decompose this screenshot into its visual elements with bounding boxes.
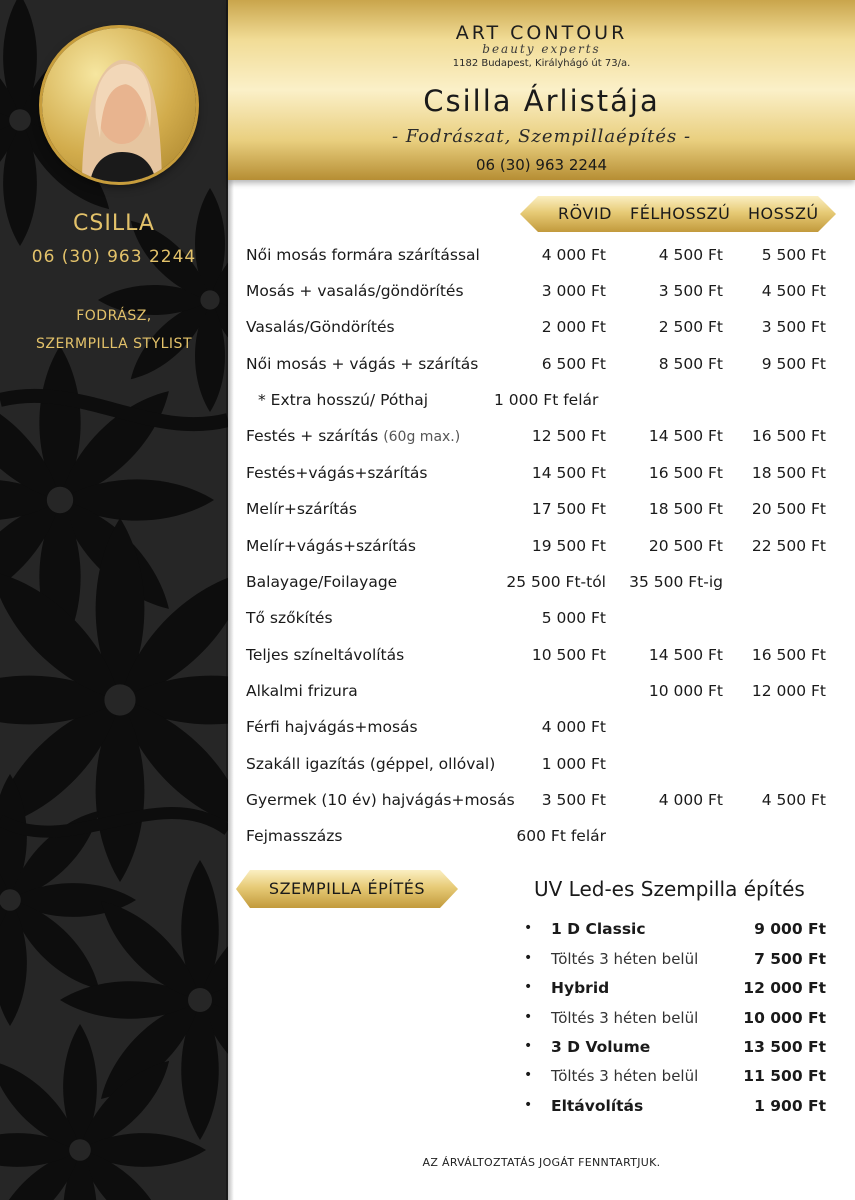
- bullet-icon: •: [524, 1097, 533, 1113]
- price-long: 22 500 Ft: [751, 537, 826, 555]
- service-name: Női mosás + vágás + szárítás: [246, 355, 479, 373]
- service-name: Teljes színeltávolítás: [246, 646, 405, 664]
- table-row: [0, 355, 855, 379]
- price-long: 5 500 Ft: [761, 246, 826, 264]
- table-row: [0, 718, 855, 742]
- brand-logo-text: ART CONTOUR: [455, 22, 628, 44]
- column-header-ribbon: [520, 196, 836, 232]
- lash-item-price: 9 000 Ft: [754, 920, 826, 938]
- lash-item-price: 1 900 Ft: [754, 1097, 826, 1115]
- service-name: Tő szőkítés: [246, 609, 333, 627]
- column-header-long: HOSSZÚ: [748, 204, 819, 223]
- price-medium: 14 500 Ft: [648, 427, 723, 445]
- header-banner: [228, 0, 855, 180]
- price-short: 12 500 Ft: [531, 427, 606, 445]
- price-medium: 8 500 Ft: [658, 355, 723, 373]
- lash-item-name: 3 D Volume: [551, 1038, 651, 1056]
- price-short: 19 500 Ft: [531, 537, 606, 555]
- column-header-medium: FÉLHOSSZÚ: [630, 204, 731, 223]
- list-item: [0, 1038, 855, 1060]
- list-item: [0, 950, 855, 972]
- footer-disclaimer: AZ ÁRVÁLTOZTATÁS JOGÁT FENNTARTJUK.: [422, 1156, 661, 1169]
- price-long: 16 500 Ft: [751, 427, 826, 445]
- price-medium: 4 500 Ft: [658, 246, 723, 264]
- table-row: [0, 282, 855, 306]
- list-item: [0, 1067, 855, 1089]
- price-medium: 35 500 Ft-ig: [629, 573, 723, 591]
- table-row: [0, 427, 855, 451]
- stylist-name: CSILLA: [73, 211, 155, 236]
- table-row: [0, 500, 855, 524]
- list-item: [0, 1097, 855, 1119]
- service-name: Festés + szárítás: [246, 427, 379, 445]
- stylist-phone[interactable]: 06 (30) 963 2244: [31, 247, 197, 267]
- price-long: 20 500 Ft: [751, 500, 826, 518]
- lash-item-name: 1 D Classic: [551, 920, 646, 938]
- price-short: 4 000 Ft: [541, 718, 606, 736]
- bullet-icon: •: [524, 950, 533, 966]
- table-row: [0, 682, 855, 706]
- price-short: 2 000 Ft: [541, 318, 606, 336]
- stylist-role-line2: SZERMPILLA STYLIST: [35, 336, 192, 352]
- price-medium: 16 500 Ft: [648, 464, 723, 482]
- price-medium: 3 500 Ft: [658, 282, 723, 300]
- lash-item-name: Töltés 3 héten belül: [551, 950, 699, 968]
- price-medium: 2 500 Ft: [658, 318, 723, 336]
- brand-tagline: beauty experts: [482, 42, 601, 56]
- table-row: [0, 646, 855, 670]
- price-short: 3 500 Ft: [541, 791, 606, 809]
- lash-item-name: Töltés 3 héten belül: [551, 1067, 699, 1085]
- service-name: Szakáll igazítás (géppel, ollóval): [246, 755, 496, 773]
- avatar: [42, 28, 196, 182]
- table-row: [0, 791, 855, 815]
- table-row: [0, 609, 855, 633]
- table-row-extra: [0, 391, 855, 415]
- header-phone[interactable]: 06 (30) 963 2244: [476, 156, 607, 174]
- price-medium: 4 000 Ft: [658, 791, 723, 809]
- price-long: 9 500 Ft: [761, 355, 826, 373]
- price-medium: 10 000 Ft: [648, 682, 723, 700]
- page-subtitle: - Fodrászat, Szempillaépítés -: [391, 126, 692, 147]
- price-short: 10 500 Ft: [531, 646, 606, 664]
- service-name: Női mosás formára szárítással: [246, 246, 480, 264]
- price-medium: 14 500 Ft: [648, 646, 723, 664]
- service-note: (60g max.): [383, 429, 461, 445]
- table-row: [0, 246, 855, 270]
- service-name: Alkalmi frizura: [246, 682, 358, 700]
- stylist-role-line1: FODRÁSZ,: [76, 308, 152, 324]
- service-name: Festés+vágás+szárítás: [246, 464, 428, 482]
- table-row: [0, 573, 855, 597]
- lash-item-price: 13 500 Ft: [743, 1038, 826, 1056]
- price-short: 5 000 Ft: [541, 609, 606, 627]
- price-short: 600 Ft felár: [516, 827, 606, 845]
- lash-item-name: Töltés 3 héten belül: [551, 1009, 699, 1027]
- price-short: 25 500 Ft-tól: [506, 573, 606, 591]
- price-short: 17 500 Ft: [531, 500, 606, 518]
- service-name: Balayage/Foilayage: [246, 573, 398, 591]
- price-long: 3 500 Ft: [761, 318, 826, 336]
- service-name: Melír+vágás+szárítás: [246, 537, 416, 555]
- column-header-short: RÖVID: [558, 204, 612, 223]
- list-item: [0, 1009, 855, 1031]
- table-row: [0, 537, 855, 561]
- table-row: [0, 464, 855, 488]
- table-row: [0, 827, 855, 851]
- service-name: Melír+szárítás: [246, 500, 357, 518]
- bullet-icon: •: [524, 979, 533, 995]
- price-short: 14 500 Ft: [531, 464, 606, 482]
- price-long: 4 500 Ft: [761, 791, 826, 809]
- price-short: 6 500 Ft: [541, 355, 606, 373]
- price-long: 4 500 Ft: [761, 282, 826, 300]
- price-long: 18 500 Ft: [751, 464, 826, 482]
- lash-section-label: SZEMPILLA ÉPÍTÉS: [268, 879, 426, 898]
- lash-item-price: 7 500 Ft: [754, 950, 826, 968]
- price-short: 4 000 Ft: [541, 246, 606, 264]
- price-short: 3 000 Ft: [541, 282, 606, 300]
- bullet-icon: •: [524, 1038, 533, 1054]
- portrait-illustration: [42, 28, 196, 182]
- table-row: [0, 318, 855, 342]
- page-title: Csilla Árlistája: [423, 84, 660, 118]
- salon-address: 1182 Budapest, Királyhágó út 73/a.: [452, 58, 631, 69]
- lash-title: UV Led-es Szempilla építés: [534, 877, 805, 901]
- price-medium: 20 500 Ft: [648, 537, 723, 555]
- price-long: 12 000 Ft: [751, 682, 826, 700]
- service-name: Vasalás/Göndörítés: [246, 318, 395, 336]
- list-item: [0, 920, 855, 942]
- service-name-with-note: [246, 427, 460, 445]
- list-item: [0, 979, 855, 1001]
- service-name: Férfi hajvágás+mosás: [246, 718, 418, 736]
- bullet-icon: •: [524, 1009, 533, 1025]
- lash-item-price: 12 000 Ft: [743, 979, 826, 997]
- bullet-icon: •: [524, 920, 533, 936]
- service-name: Fejmasszázs: [246, 827, 343, 845]
- extra-label: * Extra hosszú/ Póthaj: [258, 391, 429, 409]
- lash-section-ribbon: [236, 870, 458, 908]
- table-row: [0, 755, 855, 779]
- service-name: Mosás + vasalás/göndörítés: [246, 282, 464, 300]
- price-short: 1 000 Ft: [541, 755, 606, 773]
- lash-item-name: Eltávolítás: [551, 1097, 644, 1115]
- lash-item-price: 10 000 Ft: [743, 1009, 826, 1027]
- extra-price: 1 000 Ft felár: [494, 391, 599, 409]
- price-long: 16 500 Ft: [751, 646, 826, 664]
- lash-item-name: Hybrid: [551, 979, 610, 997]
- lash-item-price: 11 500 Ft: [743, 1067, 826, 1085]
- service-name: Gyermek (10 év) hajvágás+mosás: [246, 791, 515, 809]
- bullet-icon: •: [524, 1067, 533, 1083]
- price-medium: 18 500 Ft: [648, 500, 723, 518]
